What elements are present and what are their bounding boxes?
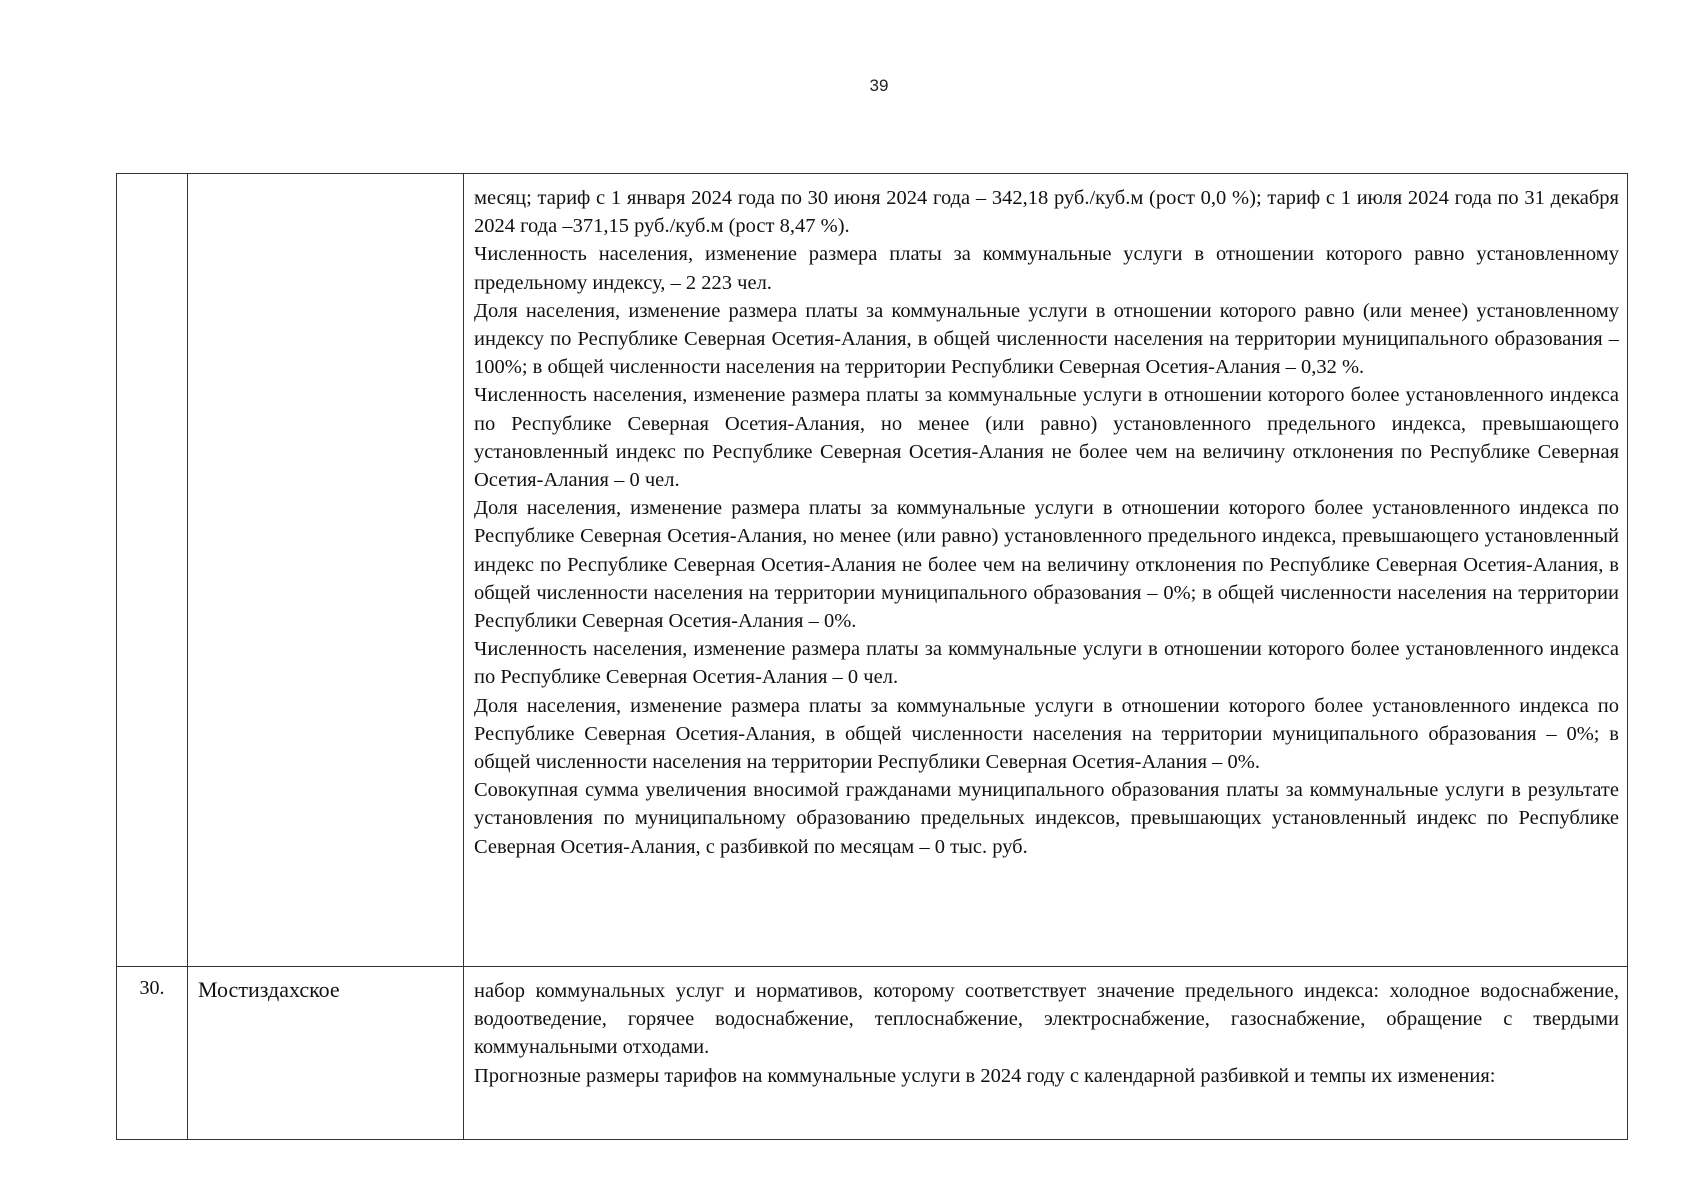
paragraph-share-equal: Доля населения, изменение размера платы за коммунальные услуги в отношении которого равно (или менее) установленному индексу по Республике Северная Осетия-Алания, в общей численности населения на территории муниципального образования – 100%; в общей численности населения на территории Республики Северная Осетия-Алания – 0,32 %. (474, 299, 1619, 379)
paragraph-population-deviation: Численность населения, изменение размера платы за коммунальные услуги в отношении которого более установленного индекса по Республике Северная Осетия-Алания, но менее (или равно) установленного предельного индекса, превышающего установленный индекс по Республике Северная Осетия-Алания не более чем на величину отклонения по Республике Северная Осетия-Алания – 0 чел. (474, 384, 1619, 492)
municipality-name-cell: Мостиздахское (188, 967, 464, 1140)
municipality-name-cell (188, 174, 464, 967)
row-number-cell (117, 174, 188, 967)
row-number-cell: 30. (117, 967, 188, 1140)
description-cell (464, 174, 1628, 967)
paragraph-total-increase: Совокупная сумма увеличения вносимой гражданами муниципального образования платы за коммунальные услуги в результате установления по муниципальному образованию предельных индексов, превышающих установленный индекс по Республике Северная Осетия-Алания, с разбивкой по месяцам – 0 тыс. руб. (474, 779, 1619, 858)
table-row (117, 174, 1628, 967)
paragraph-population-equal: Численность населения, изменение размера платы за коммунальные услуги в отношении которого равно установленному предельному индексу, – 2 223 чел. (474, 243, 1619, 294)
paragraph-population-above: Численность населения, изменение размера платы за коммунальные услуги в отношении которого более установленного индекса по Республике Северная Осетия-Алания – 0 чел. (474, 638, 1619, 689)
page-number: 39 (869, 76, 889, 95)
paragraph-tariff: месяц; тариф с 1 января 2024 года по 30 июня 2024 года – 342,18 руб./куб.м (рост 0,0 %); тариф с 1 июля 2024 года по 31 декабря 2024 года –371,15 руб./куб.м (рост 8,47 %). (474, 187, 1619, 238)
paragraph-share-above: Доля населения, изменение размера платы за коммунальные услуги в отношении которого более установленного индекса по Республике Северная Осетия-Алания, в общей численности населения на территории муниципального образования – 0%; в общей численности населения на территории Республики Северная Осетия-Алания – 0%. (474, 694, 1619, 774)
paragraph-services-set: набор коммунальных услуг и нормативов, которому соответствует значение предельного индекса: холодное водоснабжение, водоотведение, горячее водоснабжение, теплоснабжение, электроснабжение, газоснабжение, обращение с твердыми коммунальными отходами. (474, 980, 1619, 1059)
table-row (117, 967, 1628, 1140)
document-table (116, 173, 1628, 1140)
paragraph-forecast-tariffs: Прогнозные размеры тарифов на коммунальные услуги в 2024 году с календарной разбивкой и темпы их изменения: (474, 1064, 1496, 1087)
paragraph-share-deviation: Доля населения, изменение размера платы за коммунальные услуги в отношении которого более установленного индекса по Республике Северная Осетия-Алания, но менее (или равно) установленного предельного индекса, превышающего установленный индекс по Республике Северная Осетия-Алания не более чем на величину отклонения по Республике Северная Осетия-Алания, в общей численности населения на территории муниципального образования – 0%; в общей численности населения на территории Республики Северная Осетия-Алания – 0%. (474, 497, 1619, 633)
description-cell (464, 967, 1628, 1140)
